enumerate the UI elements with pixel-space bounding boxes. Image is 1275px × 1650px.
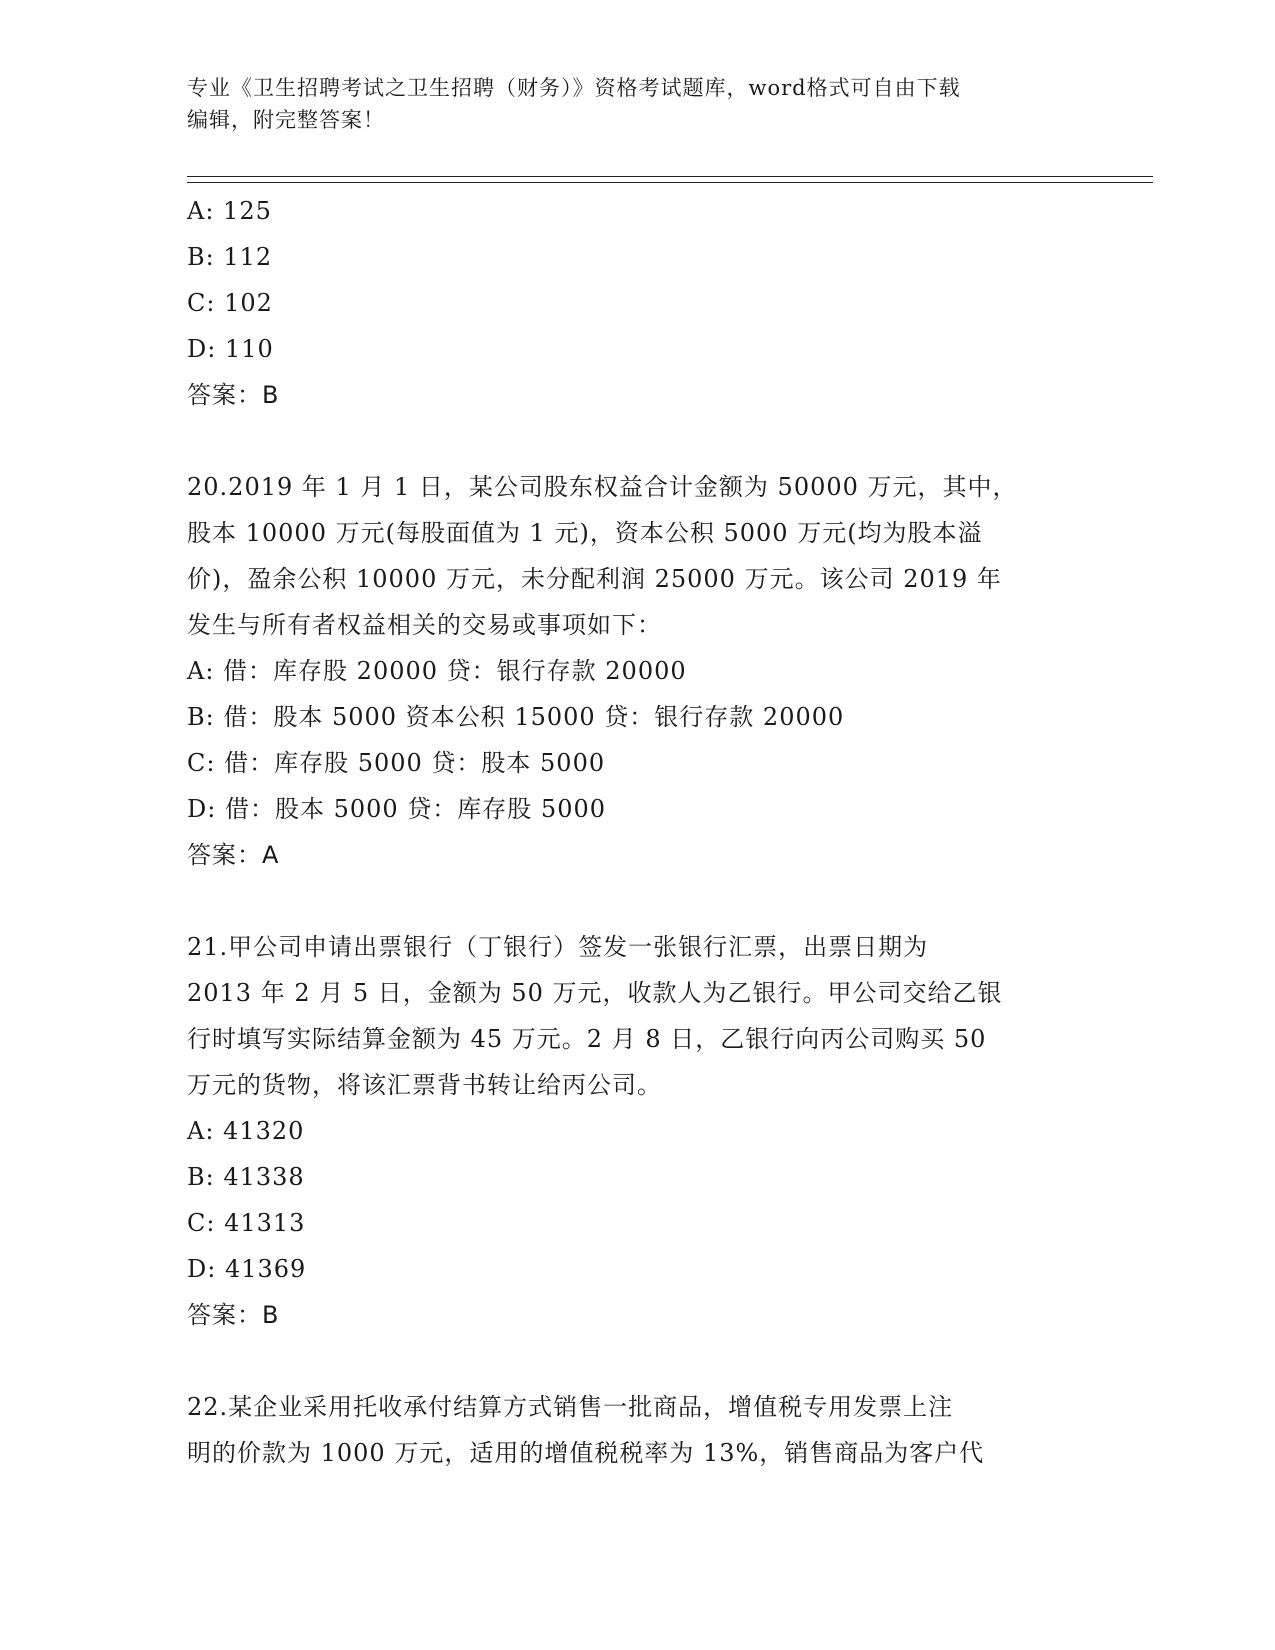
option-d: D: 110 bbox=[187, 335, 274, 363]
header-line-1: 专业《卫生招聘考试之卫生招聘（财务）》资格考试题库，word格式可自由下载 bbox=[187, 76, 961, 100]
header-rule-bottom bbox=[187, 182, 1153, 183]
question-stem-line: 20.2019 年 1 月 1 日，某公司股东权益合计金额为 50000 万元，其中， bbox=[187, 473, 1018, 501]
option-b: B: 112 bbox=[187, 243, 273, 271]
question-19 bbox=[187, 188, 1087, 418]
answer-line: 答案：A bbox=[187, 841, 280, 869]
question-stem-line: 21.甲公司申请出票银行（丁银行）签发一张银行汇票，出票日期为 bbox=[187, 933, 929, 961]
spacer bbox=[187, 1338, 1087, 1384]
question-stem-line: 行时填写实际结算金额为 45 万元。2 月 8 日，乙银行向丙公司购买 50 bbox=[187, 1025, 987, 1053]
question-content bbox=[187, 188, 1087, 1476]
option-a: A: 125 bbox=[187, 197, 272, 225]
header-rule-top bbox=[187, 176, 1153, 177]
option-b: B: 借：股本 5000 资本公积 15000 贷：银行存款 20000 bbox=[187, 703, 845, 731]
option-a: A: 借：库存股 20000 贷：银行存款 20000 bbox=[187, 657, 687, 685]
question-22 bbox=[187, 1384, 1087, 1476]
option-c: C: 102 bbox=[187, 289, 273, 317]
answer-line: 答案：B bbox=[187, 1301, 280, 1329]
header-line-2: 编辑，附完整答案！ bbox=[187, 108, 385, 132]
spacer bbox=[187, 878, 1087, 924]
option-c: C: 41313 bbox=[187, 1209, 306, 1237]
question-stem-line: 22.某企业采用托收承付结算方式销售一批商品，增值税专用发票上注 bbox=[187, 1393, 954, 1421]
question-20 bbox=[187, 464, 1087, 878]
question-stem-line: 明的价款为 1000 万元，适用的增值税税率为 13%，销售商品为客户代 bbox=[187, 1439, 985, 1467]
question-stem-line: 2013 年 2 月 5 日，金额为 50 万元，收款人为乙银行。甲公司交给乙银 bbox=[187, 979, 1003, 1007]
question-stem-line: 发生与所有者权益相关的交易或事项如下： bbox=[187, 611, 662, 639]
option-c: C: 借：库存股 5000 贷：股本 5000 bbox=[187, 749, 606, 777]
question-stem-line: 万元的货物，将该汇票背书转让给丙公司。 bbox=[187, 1071, 662, 1099]
option-d: D: 41369 bbox=[187, 1255, 307, 1283]
option-a: A: 41320 bbox=[187, 1117, 305, 1145]
question-21 bbox=[187, 924, 1087, 1338]
question-stem-line: 股本 10000 万元(每股面值为 1 元)，资本公积 5000 万元(均为股本溢 bbox=[187, 519, 983, 547]
answer-line: 答案：B bbox=[187, 381, 280, 409]
page-header bbox=[187, 72, 1067, 136]
option-b: B: 41338 bbox=[187, 1163, 305, 1191]
spacer bbox=[187, 418, 1087, 464]
question-stem-line: 价)，盈余公积 10000 万元，未分配利润 25000 万元。该公司 2019 年 bbox=[187, 565, 1002, 593]
option-d: D: 借：股本 5000 贷：库存股 5000 bbox=[187, 795, 606, 823]
